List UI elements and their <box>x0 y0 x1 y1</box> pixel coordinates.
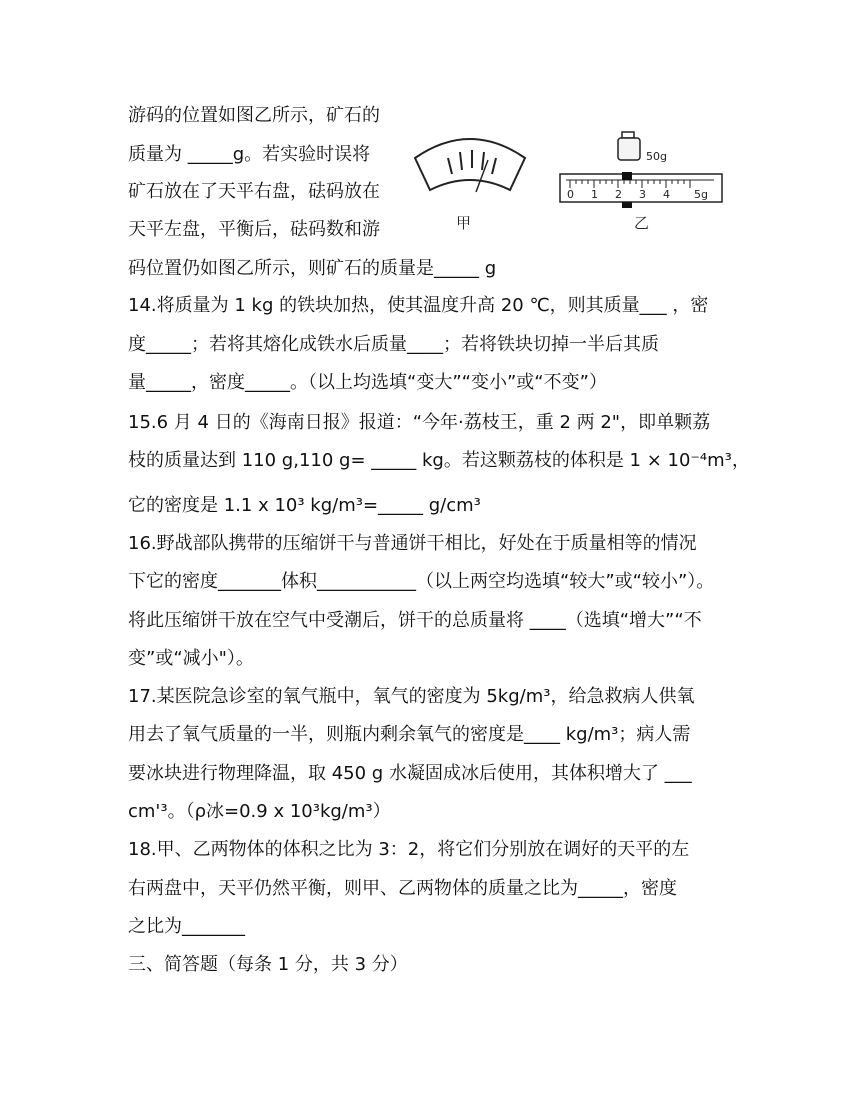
q16-line-2: 下它的密度_______体积___________（以上两空均选填“较大”或“较小”）。 <box>128 571 715 592</box>
q17-line-3: 要冰块进行物理降温，取 450 g 水凝固成冰后使用，其体积增大了 ___ <box>128 763 692 784</box>
q18-line-3: 之比为_______ <box>128 916 245 937</box>
text-line-2: 质量为 _____g。若实验时误将 <box>128 144 371 165</box>
q16-line-4: 变”或“减小"）。 <box>128 648 254 669</box>
figure-jia-label: 甲 <box>456 214 472 232</box>
ruler-tick-5g: 5g <box>694 188 708 201</box>
q17-line-1: 17.某医院急诊室的氧气瓶中，氧气的密度为 5kg/m³，给急救病人供氧 <box>128 686 695 707</box>
q17-line-2: 用去了氧气质量的一半，则瓶内剩余氧气的密度是____ kg/m³；病人需 <box>128 724 691 745</box>
q15-line-3: 它的密度是 1.1 x 10³ kg/m³=_____ g/cm³ <box>128 495 481 516</box>
section-3-heading: 三、简答题（每条 1 分，共 3 分） <box>128 954 408 975</box>
q17-line-4: cm'³。（ρ冰=0.9 x 10³kg/m³） <box>128 801 391 822</box>
ruler-tick-0: 0 <box>567 188 574 201</box>
text-line-5: 码位置仍如图乙所示，则矿石的质量是_____ g <box>128 258 497 279</box>
figure-yi-label: 乙 <box>634 214 650 232</box>
text-line-4: 天平左盘，平衡后，砝码数和游 <box>128 219 380 240</box>
ruler-tick-1: 1 <box>591 188 598 201</box>
text-line-1: 游码的位置如图乙所示，矿石的 <box>128 105 380 126</box>
q18-line-2: 右两盘中，天平仍然平衡，则甲、乙两物体的质量之比为_____，密度 <box>128 878 677 899</box>
weight-label: 50g <box>646 150 667 163</box>
ruler-tick-2: 2 <box>615 188 622 201</box>
text-line-3: 矿石放在了天平右盘，砝码放在 <box>128 181 380 202</box>
q14-line-3: 量_____，密度_____。（以上均选填“变大”“变小”或“不变”） <box>128 372 607 393</box>
q18-line-1: 18.甲、乙两物体的体积之比为 3：2，将它们分别放在调好的天平的左 <box>128 839 690 860</box>
q16-line-1: 16.野战部队携带的压缩饼干与普通饼干相比，好处在于质量相等的情况 <box>128 533 697 554</box>
q14-line-1: 14.将质量为 1 kg 的铁块加热，使其温度升高 20 ℃，则其质量___ ，密 <box>128 295 709 316</box>
q15-line-1: 15.6 月 4 日的《海南日报》报道：“今年·荔枝王，重 2 两 2"，即单颗荔 <box>128 412 711 433</box>
q15-line-2: 枝的质量达到 110 g,110 g= _____ kg。若这颗荔枝的体积是 1 × 10⁻⁴m³， <box>128 450 750 471</box>
ruler-tick-4: 4 <box>663 188 670 201</box>
q16-line-3: 将此压缩饼干放在空气中受潮后，饼干的总质量将 ____（选填“增大”“不 <box>128 610 702 631</box>
ruler-tick-3: 3 <box>639 188 646 201</box>
q14-line-2: 度_____；若将其熔化成铁水后质量____；若将铁块切掉一半后其质 <box>128 334 659 355</box>
